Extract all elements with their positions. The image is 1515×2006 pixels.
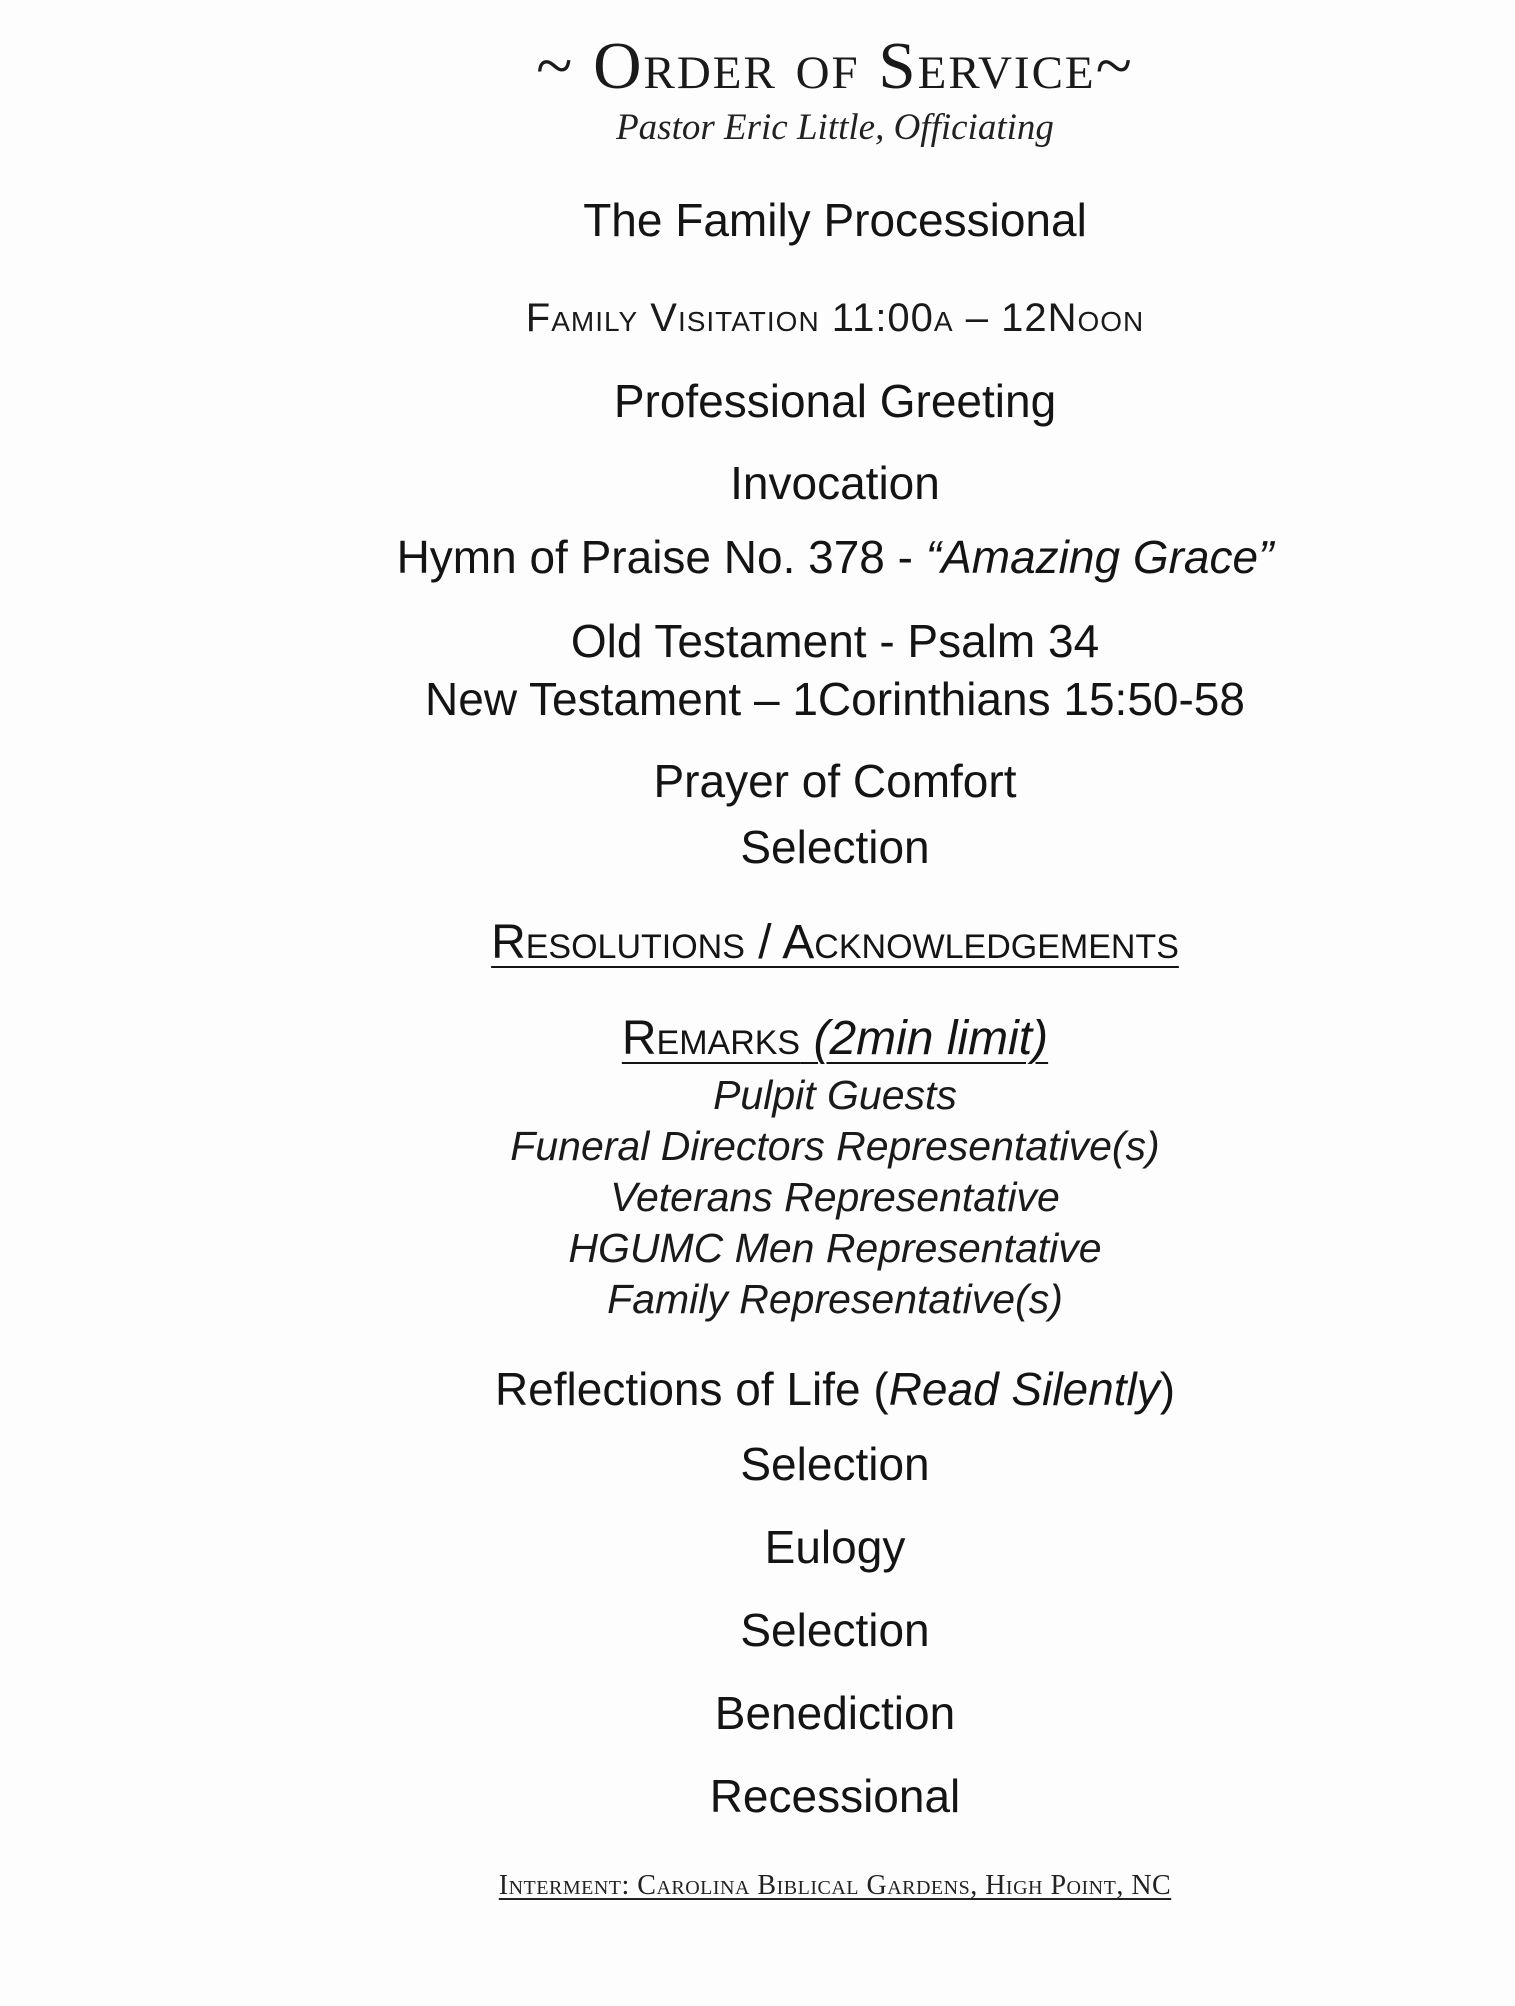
remarks-item: Funeral Directors Representative(s) (510, 1123, 1160, 1169)
selection-1: Selection (740, 821, 930, 873)
new-testament-reading: New Testament – 1Corinthians 15:50-58 (425, 673, 1245, 725)
reflections-close: ) (1159, 1363, 1176, 1415)
page-title: ~ Order of Service~ (536, 29, 1134, 103)
remarks-heading (0, 1011, 1515, 1066)
remarks-item: Family Representative(s) (607, 1276, 1063, 1322)
family-visitation: Family Visitation 11:00a – 12Noon (525, 296, 1145, 340)
remarks-item: Pulpit Guests (713, 1072, 957, 1118)
hymn-of-praise (0, 530, 1515, 584)
hymn-title: “Amazing Grace” (925, 531, 1274, 583)
old-testament-reading: Old Testament - Psalm 34 (570, 615, 1100, 667)
selection-3: Selection (740, 1604, 930, 1656)
reflections-note: Read Silently (888, 1363, 1160, 1415)
recessional: Recessional (709, 1770, 961, 1822)
reflections-of-life (0, 1362, 1515, 1416)
remarks-item: HGUMC Men Representative (568, 1225, 1102, 1271)
remarks-limit: (2min limit) (813, 1012, 1049, 1065)
reflections-label: Reflections of Life ( (494, 1363, 889, 1415)
benediction: Benediction (714, 1687, 956, 1739)
remarks-label: Remarks (621, 1012, 801, 1065)
resolutions-heading: Resolutions / Acknowledgements (491, 916, 1179, 969)
remarks-item: Veterans Representative (610, 1174, 1060, 1220)
prayer-of-comfort: Prayer of Comfort (653, 755, 1017, 807)
invocation: Invocation (730, 457, 940, 509)
professional-greeting: Professional Greeting (613, 375, 1057, 427)
hymn-label: Hymn of Praise No. 378 - (396, 531, 926, 583)
interment-note: Interment: Carolina Biblical Gardens, High Point, NC (498, 1870, 1172, 1901)
selection-2: Selection (740, 1438, 930, 1490)
family-processional: The Family Processional (583, 194, 1087, 246)
eulogy: Eulogy (764, 1521, 906, 1573)
officiant-line: Pastor Eric Little, Officiating (616, 107, 1054, 148)
